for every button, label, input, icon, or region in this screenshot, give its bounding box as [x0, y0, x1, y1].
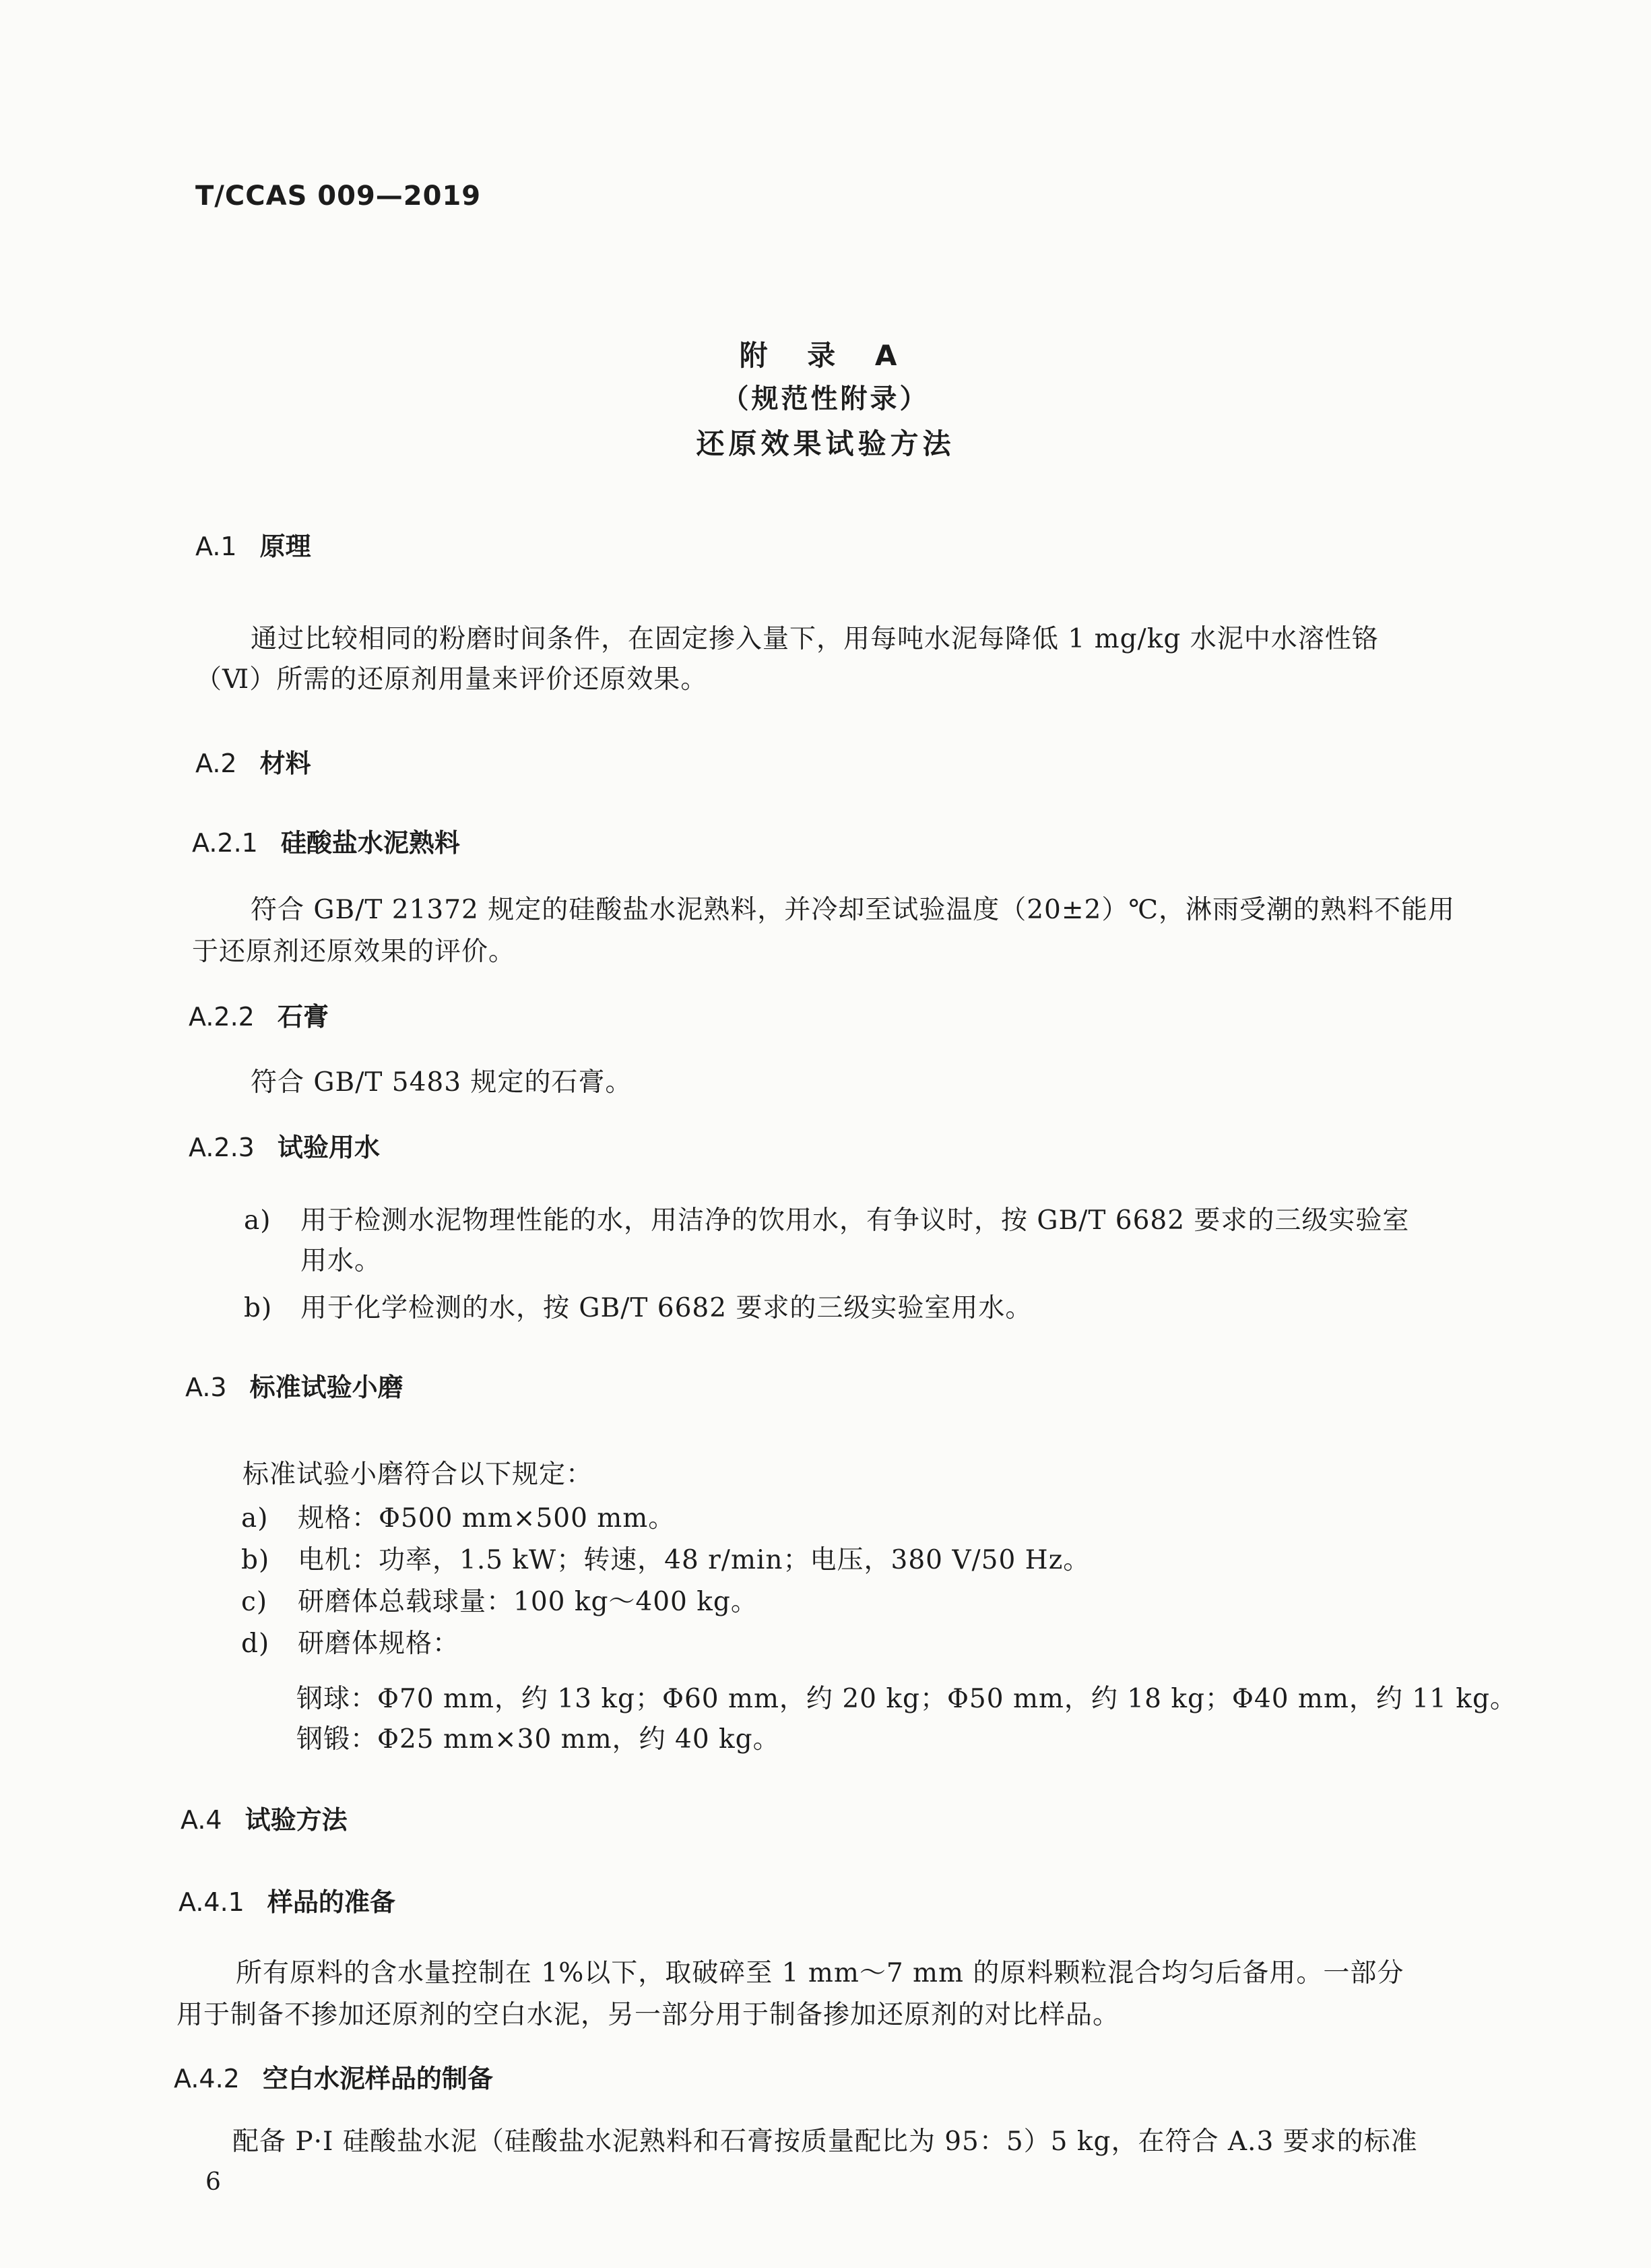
section-title: 石膏: [277, 1002, 329, 1032]
page-number: 6: [205, 2168, 221, 2196]
section-heading-a23: [189, 1127, 380, 1164]
appendix-name: 还原效果试验方法: [696, 427, 955, 460]
list-text: 研磨体总载球量：100 kg～400 kg。: [298, 1587, 758, 1617]
paragraph-a41-line1: 所有原料的含水量控制在 1%以下，取破碎至 1 mm～7 mm 的原料颗粒混合均匀后备用。一部分: [236, 1958, 1404, 1988]
sub-item-steel-forgings: 钢锻：Φ25 mm×30 mm，约 40 kg。: [296, 1724, 780, 1755]
section-title: 材料: [259, 749, 311, 778]
section-number: A.4: [181, 1805, 222, 1835]
section-number: A.2.3: [189, 1133, 255, 1162]
section-title: 空白水泥样品的制备: [262, 2064, 493, 2093]
list-item-a3-b: [241, 1539, 1090, 1577]
section-title: 样品的准备: [267, 1887, 395, 1917]
section-title: 原理: [259, 532, 311, 561]
list-text: 用于化学检测的水，按 GB/T 6682 要求的三级实验室用水。: [300, 1293, 1033, 1323]
section-heading-a1: [195, 526, 311, 563]
section-number: A.4.1: [179, 1887, 245, 1917]
section-heading-a2: [195, 743, 311, 780]
list-text: 研磨体规格：: [298, 1629, 460, 1659]
document-number: T/CCAS 009—2019: [195, 181, 482, 212]
section-title: 试验方法: [245, 1805, 348, 1835]
list-marker: a): [244, 1205, 271, 1236]
section-number: A.3: [185, 1373, 227, 1402]
list-text: 规格：Φ500 mm×500 mm。: [298, 1503, 676, 1534]
paragraph-a22: 符合 GB/T 5483 规定的石膏。: [251, 1067, 633, 1098]
paragraph-a42-line1: 配备 P·I 硅酸盐水泥（硅酸盐水泥熟料和石膏按质量配比为 95：5）5 kg，在符合 A.3 要求的标准: [232, 2127, 1418, 2157]
list-item-a23-a-cont: 用水。: [300, 1246, 382, 1276]
list-item-a3-d: [241, 1623, 459, 1660]
section-heading-a22: [189, 996, 329, 1033]
list-item-a3-a: [241, 1497, 675, 1535]
paragraph-a21-line2: 于还原剂还原效果的评价。: [192, 937, 516, 967]
list-marker: b): [244, 1293, 273, 1323]
list-item-a23-b: [244, 1287, 1032, 1325]
section-heading-a21: [192, 822, 460, 859]
list-marker: c): [241, 1587, 268, 1617]
list-item-a23-a: [244, 1199, 1409, 1237]
appendix-subtitle: （规范性附录）: [721, 383, 930, 414]
list-text: 用于检测水泥物理性能的水，用洁净的饮用水，有争议时，按 GB/T 6682 要求的三级实验室: [300, 1205, 1410, 1236]
list-marker: a): [241, 1503, 269, 1534]
section-number: A.2: [195, 749, 237, 778]
list-marker: d): [241, 1629, 270, 1659]
section-heading-a3: [185, 1366, 403, 1404]
section-heading-a41: [179, 1881, 395, 1918]
section-heading-a4: [181, 1799, 348, 1836]
section-number: A.4.2: [174, 2064, 240, 2093]
list-marker: b): [241, 1545, 270, 1575]
appendix-title: 附 录 A: [739, 339, 912, 372]
section-number: A.1: [195, 532, 237, 561]
sub-item-steel-balls: 钢球：Φ70 mm，约 13 kg；Φ60 mm，约 20 kg；Φ50 mm，约 18 kg；Φ40 mm，约 11 kg。: [296, 1684, 1517, 1714]
list-item-a3-c: [241, 1581, 758, 1618]
section-title: 试验用水: [277, 1133, 380, 1162]
section-heading-a42: [174, 2058, 493, 2095]
paragraph-a21-line1: 符合 GB/T 21372 规定的硅酸盐水泥熟料，并冷却至试验温度（20±2）℃，淋雨受潮的熟料不能用: [251, 895, 1455, 925]
section-number: A.2.1: [192, 828, 258, 858]
section-number: A.2.2: [189, 1002, 255, 1032]
paragraph-a41-line2: 用于制备不掺加还原剂的空白水泥，另一部分用于制备掺加还原剂的对比样品。: [176, 2000, 1120, 2030]
section-title: 标准试验小磨: [249, 1373, 403, 1402]
section-title: 硅酸盐水泥熟料: [280, 828, 460, 858]
paragraph-a1-line2: （Ⅵ）所需的还原剂用量来评价还原效果。: [195, 664, 708, 695]
paragraph-a3-intro: 标准试验小磨符合以下规定：: [242, 1459, 593, 1490]
paragraph-a1-line1: 通过比较相同的粉磨时间条件，在固定掺入量下，用每吨水泥每降低 1 mg/kg 水泥中水溶性铬: [251, 624, 1379, 654]
list-text: 电机：功率，1.5 kW；转速，48 r/min；电压，380 V/50 Hz。: [298, 1545, 1091, 1575]
